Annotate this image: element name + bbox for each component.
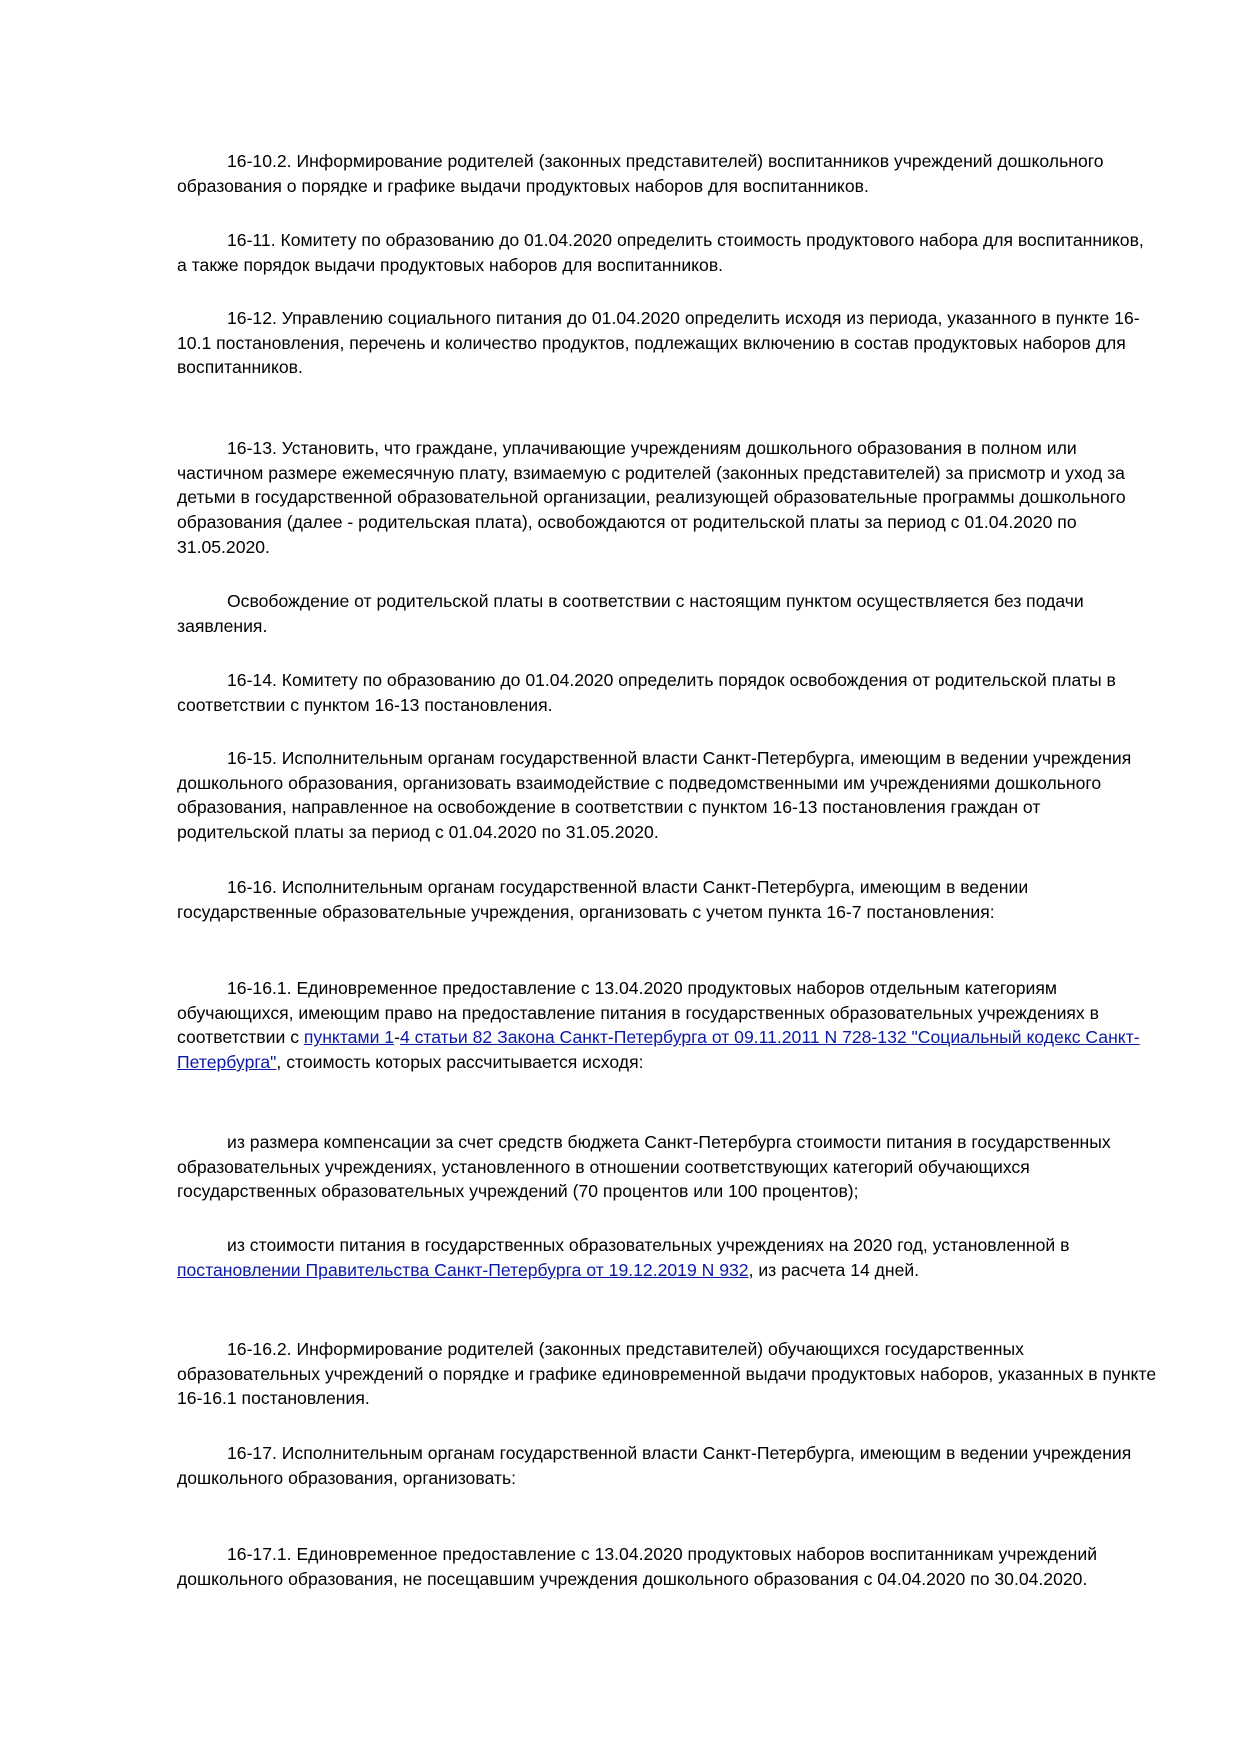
paragraph-16-16: 16-16. Исполнительным органам государственной власти Санкт-Петербурга, имеющим в ведении государственные образовательные учреждения, организовать с учетом пункта 16-7 постановления:	[177, 877, 1029, 922]
paragraph-16-10-2: 16-10.2. Информирование родителей (законных представителей) воспитанников учреждений дошкольного образования о порядке и графике выдачи продуктовых наборов для воспитанников.	[177, 151, 1104, 196]
paragraph-16-14: 16-14. Комитету по образованию до 01.04.2020 определить порядок освобождения от родительской платы в соответствии с пунктом 16-13 постановления.	[177, 670, 1116, 715]
paragraph-16-13: 16-13. Установить, что граждане, уплачивающие учреждениям дошкольного образования в полном или частичном размере ежемесячную плату, взимаемую с родителей (законных представителей) за присмотр и уход за детьми в государственной образовательной организации, реализующей образовательные программы дошкольного образования (далее - родительская плата), освобождаются от родительской платы за период с 01.04.2020 по 31.05.2020.	[177, 438, 1126, 557]
social-code-points-link[interactable]: пунктами 1	[303, 1027, 395, 1048]
paragraph-text: из стоимости питания в государственных образовательных учреждениях на 2020 год, установленной в	[227, 1235, 1070, 1255]
paragraph-16-12: 16-12. Управлению социального питания до 01.04.2020 определить исходя из периода, указанного в пункте 16-10.1 постановления, перечень и количество продуктов, подлежащих включению в состав продуктовых наборов для воспитанников.	[177, 308, 1140, 378]
paragraph-16-17-1: 16-17.1. Единовременное предоставление с 13.04.2020 продуктовых наборов воспитанникам учреждений дошкольного образования, не посещавшим учреждения дошкольного образования с 04.04.2020 по 30.04.2020.	[177, 1544, 1098, 1589]
paragraph-16-16-2: 16-16.2. Информирование родителей (законных представителей) обучающихся государственных образовательных учреждений о порядке и графике единовременной выдачи продуктовых наборов, указанных в пункте 16-16.1 постановления.	[177, 1339, 1157, 1409]
paragraph-exemption-note: Освобождение от родительской платы в соответствии с настоящим пунктом осуществляется без подачи заявления.	[177, 591, 1084, 636]
paragraph-16-15: 16-15. Исполнительным органам государственной власти Санкт-Петербурга, имеющим в ведении учреждения дошкольного образования, организовать взаимодействие с подведомственными им учреждениями дошкольного образования, направленное на освобождение в соответствии с пунктом 16-13 постановления граждан от родительской платы за период с 01.04.2020 по 31.05.2020.	[177, 748, 1132, 843]
paragraph-text: , стоимость которых рассчитывается исходя:	[276, 1052, 644, 1073]
government-decree-link[interactable]: постановлении Правительства Санкт-Петербурга от 19.12.2019 N 932	[177, 1259, 749, 1280]
paragraph-text: 16-16.1. Единовременное предоставление с 13.04.2020 продуктовых наборов отдельным категориям обучающихся, имеющим право на предоставление питания в государственных образовательных учреждениях в соответствии с	[177, 978, 1099, 1048]
paragraph-16-11: 16-11. Комитету по образованию до 01.04.2020 определить стоимость продуктового набора для воспитанников, а также порядок выдачи продуктовых наборов для воспитанников.	[177, 230, 1144, 275]
link-separator: -	[394, 1027, 400, 1048]
social-code-article-link[interactable]: 4 статьи 82 Закона Санкт-Петербурга от 09.11.2011 N 728-132 "Социальный кодекс Санкт-Петербурга"	[177, 1027, 1140, 1073]
paragraph-compensation: из размера компенсации за счет средств бюджета Санкт-Петербурга стоимости питания в государственных образовательных учреждениях, установленного в отношении соответствующих категорий обучающихся государственных образовательных учреждений (70 процентов или 100 процентов);	[177, 1132, 1111, 1202]
paragraph-16-17: 16-17. Исполнительным органам государственной власти Санкт-Петербурга, имеющим в ведении учреждения дошкольного образования, организовать:	[177, 1443, 1132, 1488]
paragraph-text: , из расчета 14 дней.	[748, 1259, 920, 1280]
paragraph-16-16-1	[177, 976, 1157, 1075]
paragraph-meal-cost	[177, 1233, 1157, 1282]
